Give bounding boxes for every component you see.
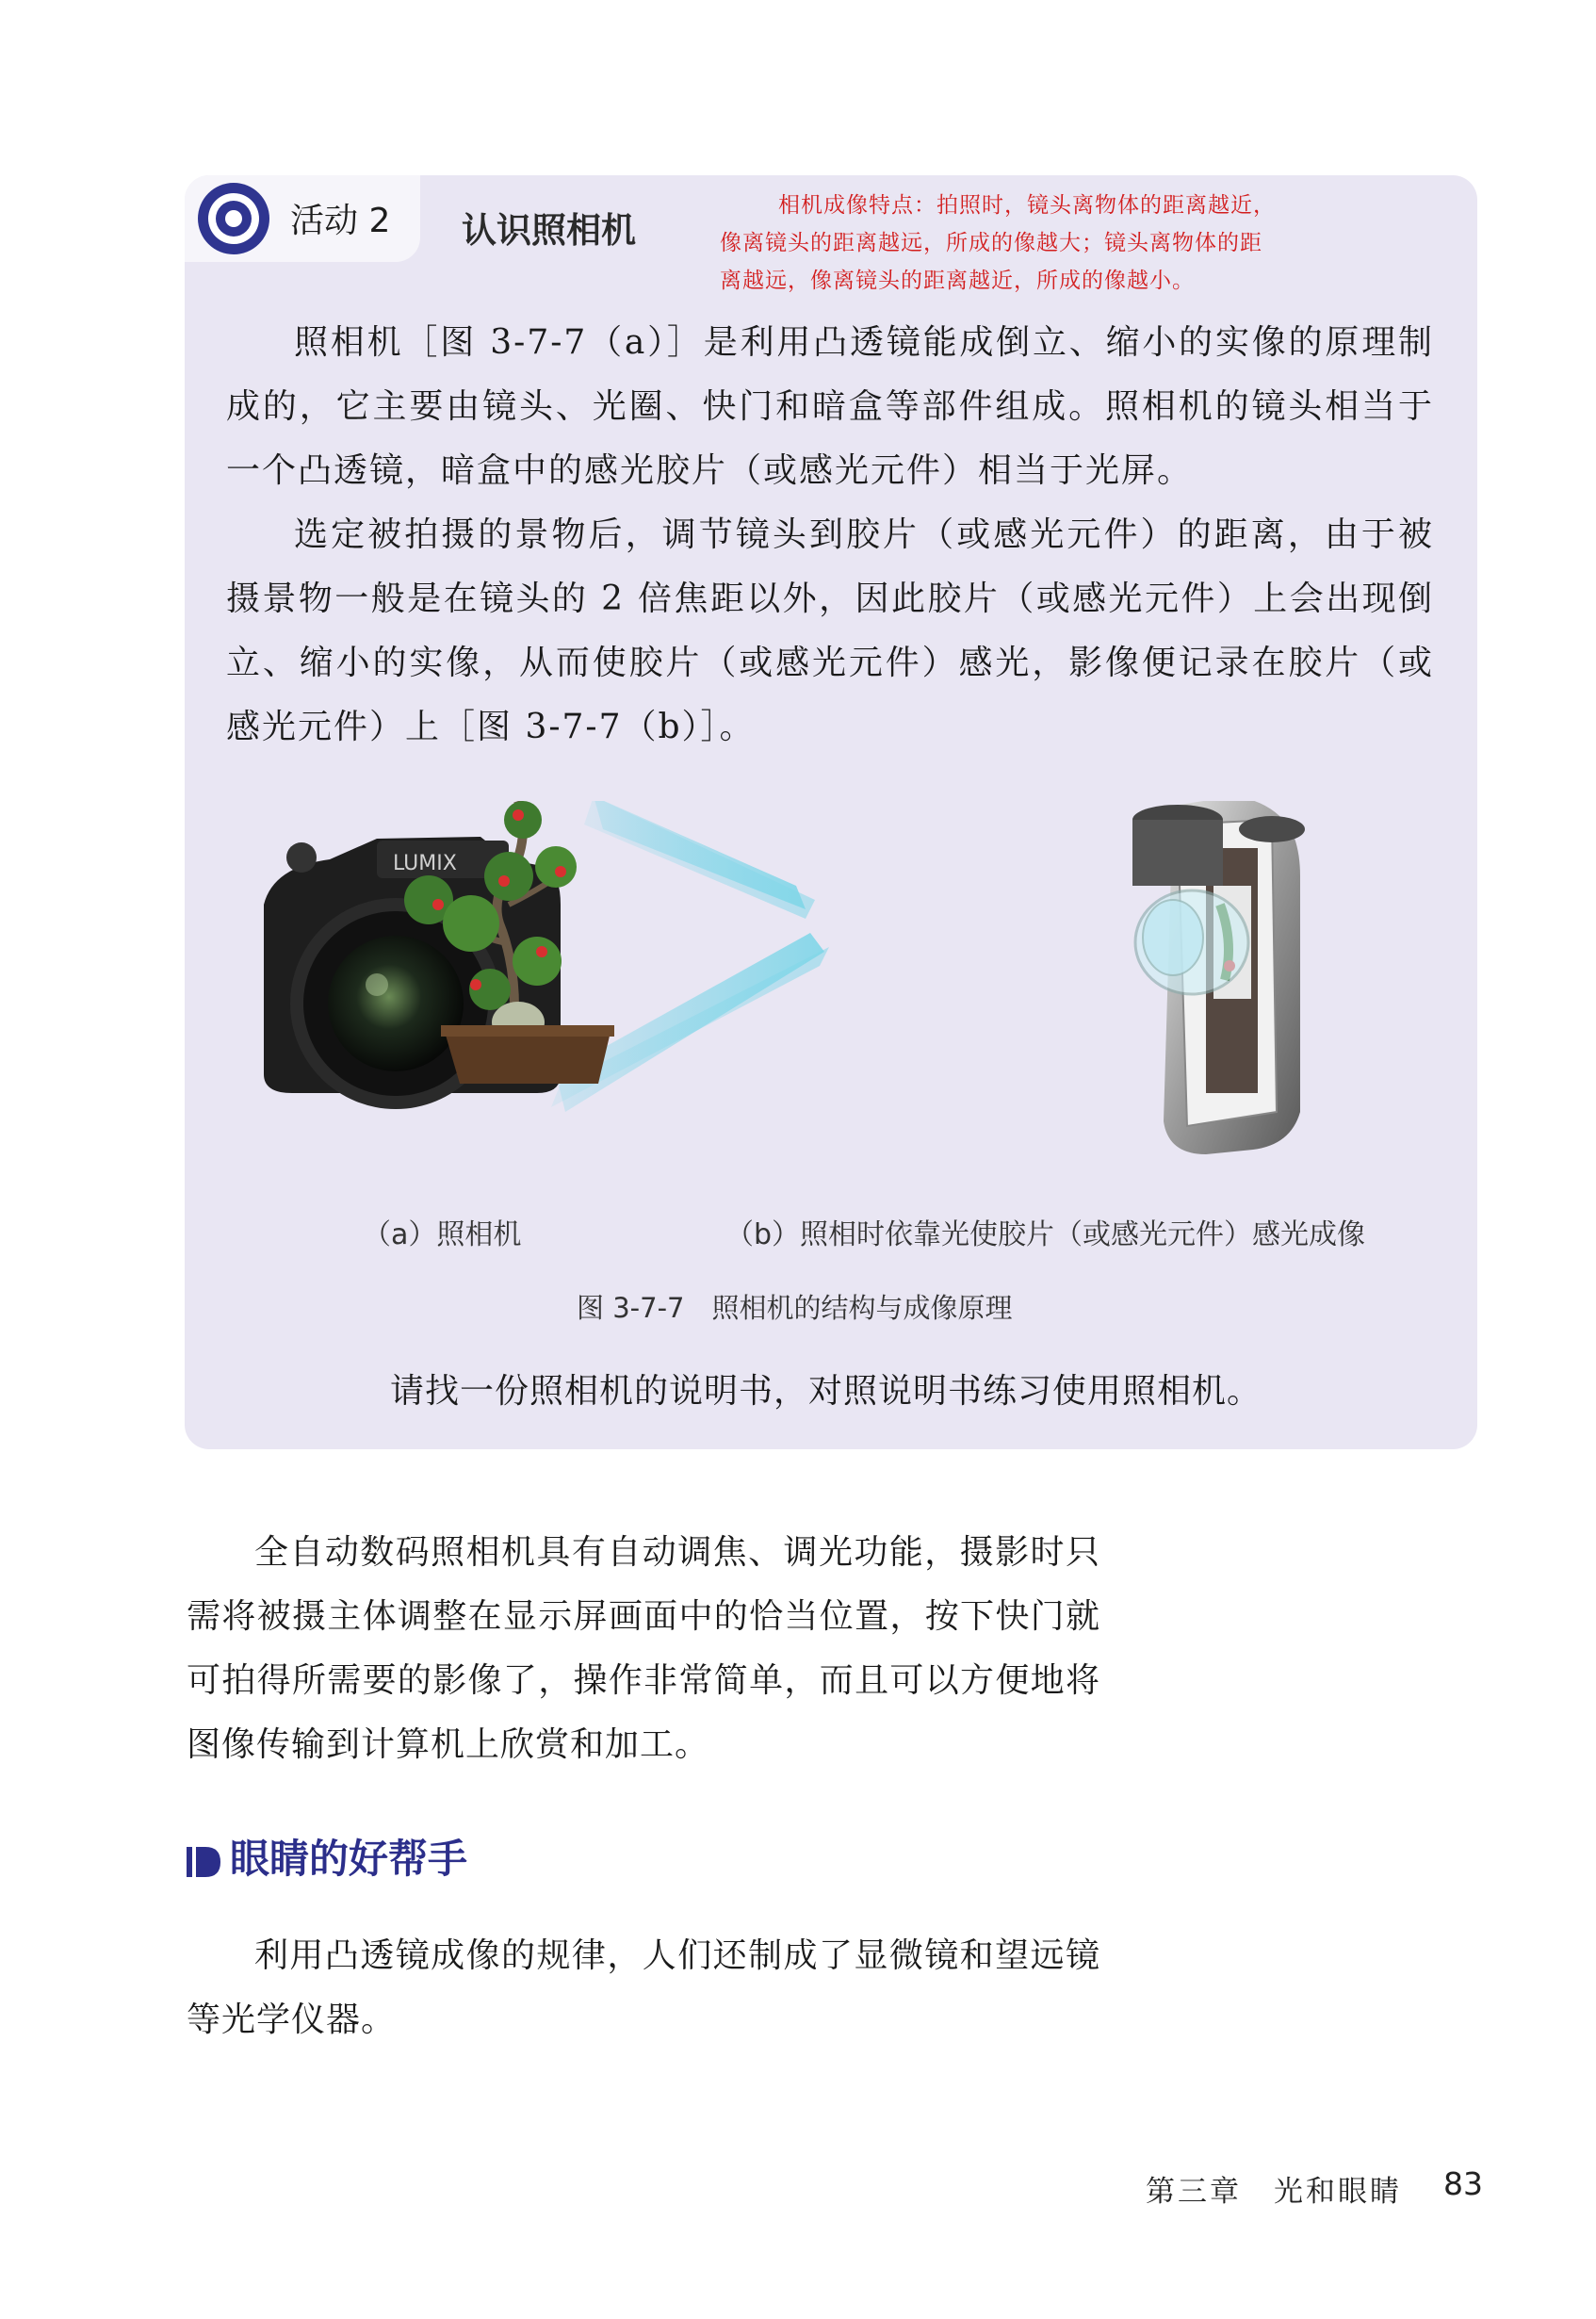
- footer-chapter: 第三章 光和眼睛: [1146, 2175, 1402, 2209]
- section-heading: [185, 1828, 468, 1882]
- figure-camera-imaging: [236, 801, 1451, 1187]
- body-paragraph: 利用凸透镜成像的规律，人们还制成了显微镜和望远镜等光学仪器。: [187, 1936, 1100, 2039]
- activity-paragraph: 选定被拍摄的景物后，调节镜头到胶片（或感光元件）的距离，由于被摄景物一般是在镜头的 2 倍焦距以外，因此胶片（或感光元件）上会出现倒立、缩小的实像，从而使胶片（或感光元件）感光，影像便记录在胶片（或感光元件）上［图 3-7-7（b）］。: [226, 515, 1434, 746]
- activity-label: 活动 2: [290, 202, 391, 240]
- activity-paragraph: 照相机［图 3-7-7（a）］是利用凸透镜能成倒立、缩小的实像的原理制成的，它主要由镜头、光圈、快门和暗盒等部件组成。照相机的镜头相当于一个凸透镜，暗盒中的感光胶片（或感光元件）相当于光屏。: [226, 323, 1434, 490]
- activity-target-icon: [194, 179, 273, 258]
- caption-b: （b）照相时依靠光使胶片（或感光元件）感光成像: [725, 1218, 1366, 1251]
- annotation-line: 离越远，像离镜头的距离越近，所成的像越小。: [720, 269, 1195, 293]
- annotation-line: 像离镜头的距离越远，所成的像越大；镜头离物体的距: [720, 231, 1262, 255]
- section-marker-icon: [185, 1843, 222, 1881]
- activity-title: 认识照相机: [462, 210, 636, 251]
- body-paragraph: 全自动数码照相机具有自动调焦、调光功能，摄影时只需将被摄主体调整在显示屏画面中的恰当位置，按下快门就可拍得所需要的影像了，操作非常简单，而且可以方便地将图像传输到计算机上欣赏和加工。: [187, 1533, 1100, 1764]
- annotation-line: 相机成像特点：拍照时，镜头离物体的距离越近，: [778, 193, 1276, 218]
- handwritten-annotation: [720, 187, 1425, 300]
- figure-title: 图 3-7-7 照相机的结构与成像原理: [577, 1292, 1013, 1324]
- camera-brand: LUMIX: [393, 852, 457, 875]
- film-camera-model: [1132, 801, 1305, 1154]
- section-title: 眼睛的好帮手: [230, 1836, 468, 1882]
- activity-task: 请找一份照相机的说明书，对照说明书练习使用照相机。: [390, 1372, 1262, 1411]
- caption-a: （a）照相机: [363, 1218, 522, 1251]
- page-number: 83: [1443, 2165, 1483, 2202]
